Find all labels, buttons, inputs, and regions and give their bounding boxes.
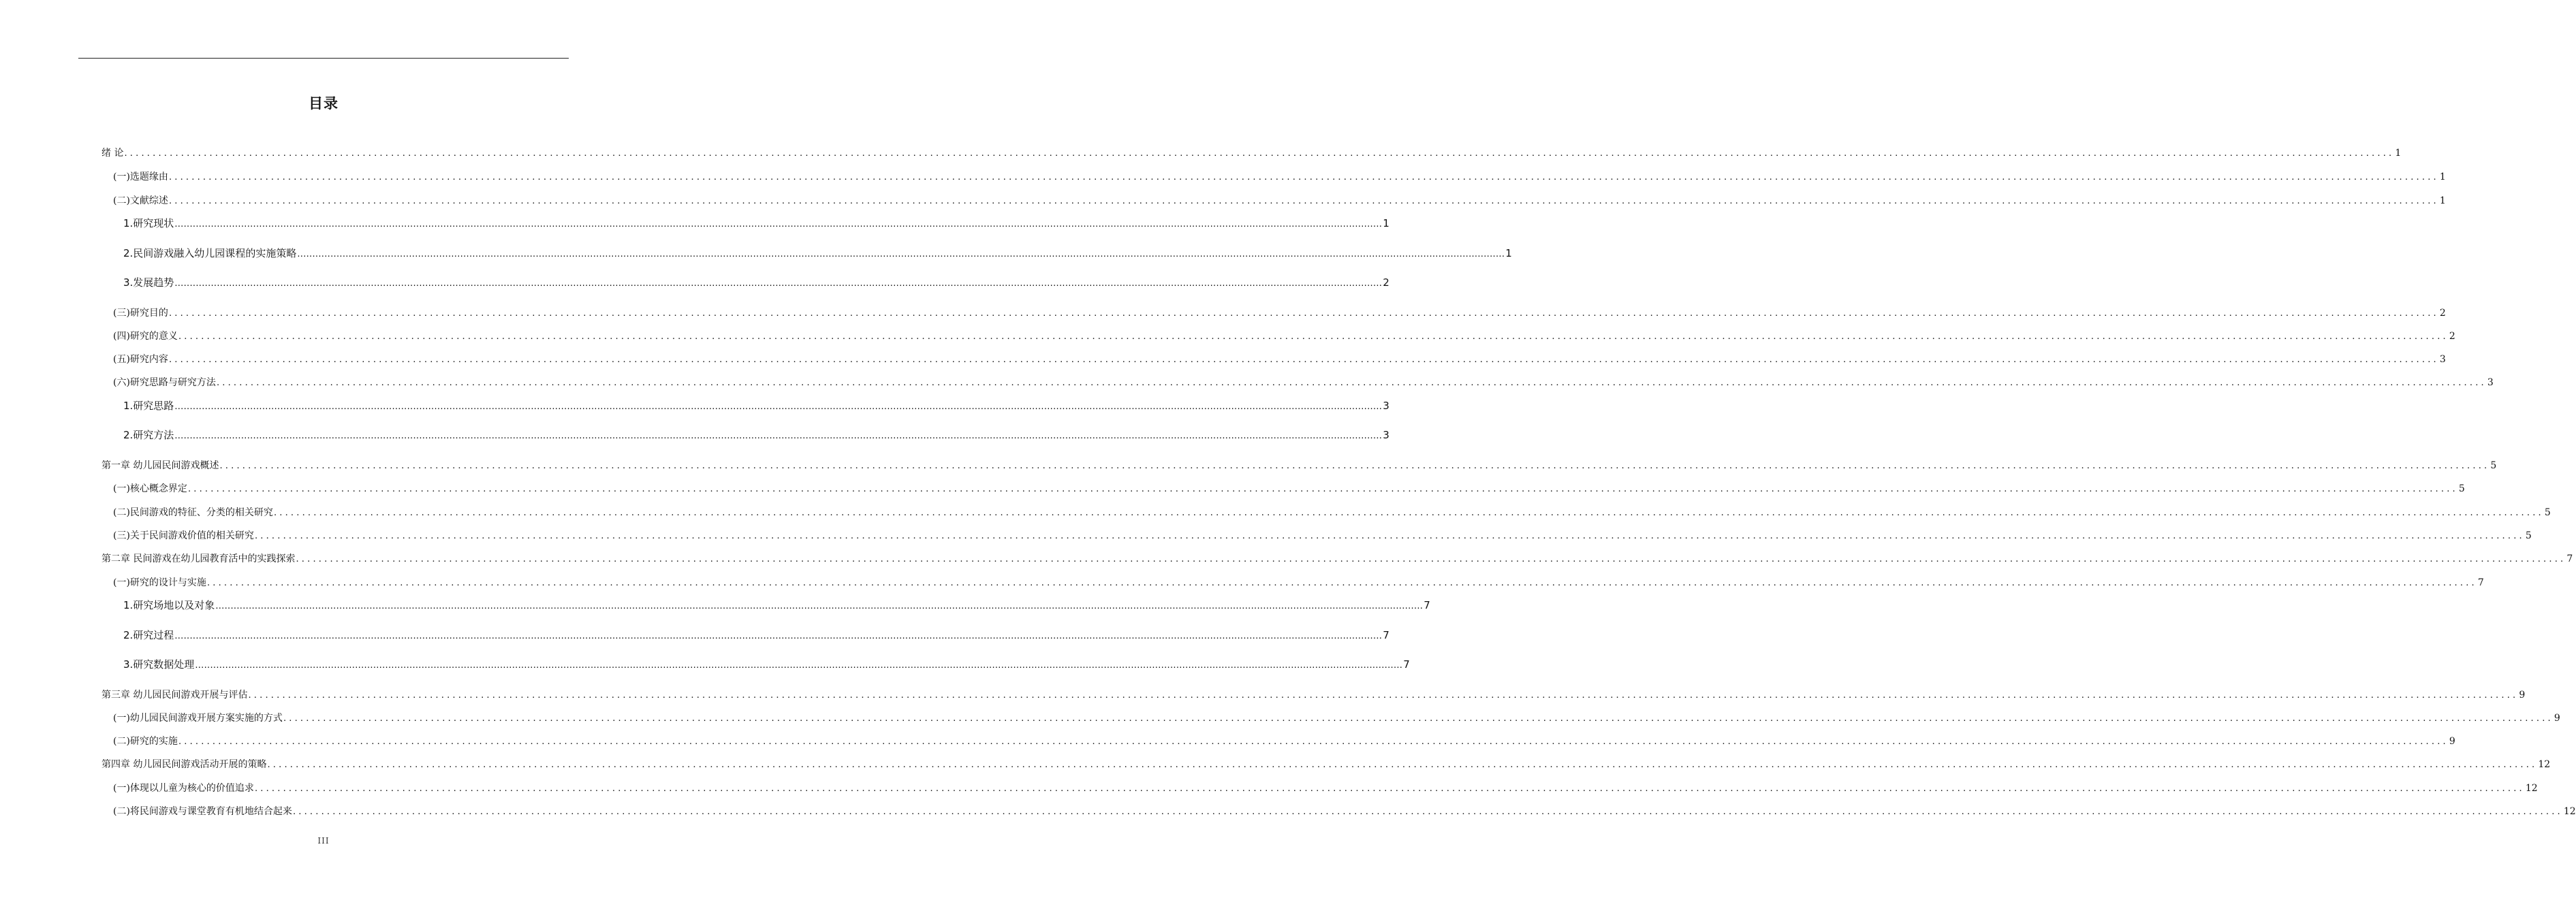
toc-entry[interactable]: [101, 528, 2532, 542]
toc-entry[interactable]: [101, 481, 2465, 495]
toc-entry-title: (五)研究内容: [113, 354, 168, 365]
toc-entry-page: 1: [2439, 172, 2446, 182]
toc-entry[interactable]: [101, 170, 2446, 183]
toc-entry-title: (一)体现以儿童为核心的价值追求: [113, 783, 254, 794]
toc-leader-dots: ................................................................................................................................................................................................................................................................................................................................................................................................................: [292, 807, 2563, 817]
toc-entry-title: (二)文献综述: [113, 195, 168, 206]
toc-entry-page: 5: [2544, 507, 2551, 518]
toc-entry-page: 3: [2487, 377, 2494, 388]
toc-entry[interactable]: [101, 275, 1389, 289]
toc-entry-page: 1: [2395, 148, 2402, 159]
toc-entry-title: 2.民间游戏融入幼儿园课程的实施策略: [123, 247, 297, 259]
toc-entry-page: 9: [2519, 690, 2526, 701]
toc-entry-title: 1.研究思路: [123, 400, 174, 412]
toc-entry-page: 1: [1383, 217, 1389, 229]
toc-entry-title: 第一章 幼儿园民间游戏概述: [101, 460, 219, 471]
toc-entry-page: 5: [2490, 460, 2497, 471]
toc-entry[interactable]: [101, 216, 1389, 230]
toc-leader-dots: ................................................................................................................................................................................................................................................................................................................................................................................................................: [283, 713, 2554, 724]
toc-leader-dots: ................................................................................................................................................................................................................................................................................................................................................................................................................: [273, 508, 2544, 518]
toc-leader-dots: ................................................................................................................................................................................................................................................................................................................................................................................................................: [178, 332, 2449, 342]
toc-entry-title: (二)民间游戏的特征、分类的相关研究: [113, 507, 273, 518]
page-number: III: [317, 836, 330, 846]
toc-leader-dots: ................................................................................................................................................................................................................................................................................................................................................................................................................: [178, 737, 2449, 747]
toc-leader-dots: ................................................................................................................................................................................................................................................................................................................................................................................................................: [267, 760, 2538, 770]
toc-leader-dots: ................................................................................................................................................................................................................................................................................................................................................................................................................: [168, 308, 2439, 319]
toc-entry-title: 第二章 民间游戏在幼儿园教育活中的实践探索: [101, 553, 296, 564]
toc-entry-page: 2: [1383, 276, 1389, 289]
toc-entry[interactable]: [101, 757, 2551, 771]
toc-entry[interactable]: [101, 458, 2497, 472]
toc-entry-title: (二)研究的实施: [113, 736, 178, 747]
toc-entry-title: 绪 论: [101, 148, 124, 159]
toc-entry[interactable]: [101, 551, 2573, 565]
toc-leader-dots: ................................................................................................................................................................................................................................................................................................................................................................................................................: [206, 578, 2477, 588]
toc-entry-page: 7: [1403, 658, 1410, 671]
toc-leader-dots: ................................................................................................................................................................................................................................................................................................................................................................................................................: [219, 461, 2490, 471]
toc-leader-dots: ................................................................................................................................................................................................................................................................................................................................................................................................................: [168, 196, 2439, 206]
toc-entry-page: 12: [2563, 806, 2576, 817]
toc-entry[interactable]: [101, 598, 1430, 612]
toc-entry-title: 3.研究数据处理: [123, 658, 195, 671]
toc-leader-dots: ................................................................................................................................................................................................................................................................................................................................................................................................................: [297, 249, 1505, 259]
toc-entry-page: 9: [2554, 713, 2560, 724]
toc-leader-dots: ................................................................................................................................................................................................................................................................................................................................................................................................................: [216, 378, 2487, 388]
toc-entry[interactable]: [101, 688, 2526, 701]
toc-leader-dots: ................................................................................................................................................................................................................................................................................................................................................................................................................: [174, 219, 1383, 229]
toc-leader-dots: ................................................................................................................................................................................................................................................................................................................................................................................................................: [248, 690, 2519, 701]
toc-entry-page: 2: [2449, 331, 2455, 342]
toc-entry-page: 3: [1383, 429, 1389, 441]
toc-entry[interactable]: [101, 781, 2538, 794]
toc-entry[interactable]: [101, 428, 1389, 442]
toc-entry-page: 1: [1505, 247, 1512, 259]
toc-entry-page: 3: [2439, 354, 2446, 365]
toc-title: 目录: [309, 95, 339, 112]
header-rule: [78, 58, 569, 59]
toc-leader-dots: ................................................................................................................................................................................................................................................................................................................................................................................................................: [187, 484, 2458, 494]
toc-entry-title: 2.研究过程: [123, 629, 174, 641]
toc-entry-page: 7: [2477, 577, 2484, 588]
toc-entry[interactable]: [101, 628, 1389, 642]
toc-entry-page: 2: [2439, 308, 2446, 319]
toc-entry-title: (一)核心概念界定: [113, 483, 187, 494]
toc-entry-page: 12: [2525, 783, 2538, 794]
toc-leader-dots: ................................................................................................................................................................................................................................................................................................................................................................................................................: [254, 531, 2525, 541]
toc-leader-dots: ................................................................................................................................................................................................................................................................................................................................................................................................................: [168, 172, 2439, 182]
toc-entry-page: 9: [2449, 736, 2455, 747]
toc-entry-page: 7: [1383, 629, 1389, 641]
toc-leader-dots: ................................................................................................................................................................................................................................................................................................................................................................................................................: [124, 148, 2395, 159]
toc-entry[interactable]: [101, 734, 2455, 748]
toc-leader-dots: ................................................................................................................................................................................................................................................................................................................................................................................................................: [168, 355, 2439, 365]
toc-leader-dots: ................................................................................................................................................................................................................................................................................................................................................................................................................: [174, 402, 1383, 412]
toc-entry-title: 3.发展趋势: [123, 276, 174, 289]
toc-entry[interactable]: [101, 193, 2446, 207]
toc-leader-dots: ................................................................................................................................................................................................................................................................................................................................................................................................................: [174, 278, 1383, 289]
toc-entry-page: 7: [1424, 599, 1430, 611]
toc-entry-title: (四)研究的意义: [113, 331, 178, 342]
toc-entry-title: (一)幼儿园民间游戏开展方案实施的方式: [113, 713, 283, 724]
toc-entry-title: 2.研究方法: [123, 429, 174, 441]
toc-entry[interactable]: [101, 804, 2576, 818]
toc-entry-title: 1.研究现状: [123, 217, 174, 229]
toc-entry-page: 5: [2525, 530, 2532, 541]
toc-entry[interactable]: [101, 352, 2446, 366]
toc-entry[interactable]: [101, 657, 1410, 671]
toc-entry[interactable]: [101, 246, 1512, 260]
toc-entry-title: (三)关于民间游戏价值的相关研究: [113, 530, 254, 541]
toc-entry-page: 3: [1383, 400, 1389, 412]
toc-entry[interactable]: [101, 505, 2551, 519]
toc-entry[interactable]: [101, 575, 2484, 589]
toc-entry-page: 7: [2566, 553, 2573, 564]
toc-entry-title: 第三章 幼儿园民间游戏开展与评估: [101, 690, 248, 701]
toc-entry-title: 1.研究场地以及对象: [123, 599, 215, 611]
toc-leader-dots: ................................................................................................................................................................................................................................................................................................................................................................................................................: [174, 631, 1383, 641]
toc-entry-page: 1: [2439, 195, 2446, 206]
toc-entry[interactable]: [101, 711, 2560, 724]
toc-entry[interactable]: [101, 146, 2402, 159]
toc-entry[interactable]: [101, 329, 2455, 342]
toc-entry[interactable]: [101, 306, 2446, 319]
toc-entry-page: 12: [2538, 759, 2551, 770]
toc-leader-dots: ................................................................................................................................................................................................................................................................................................................................................................................................................: [195, 660, 1403, 671]
toc-entry-page: 5: [2458, 483, 2465, 494]
toc-entry-title: 第四章 幼儿园民间游戏活动开展的策略: [101, 759, 267, 770]
toc-leader-dots: ................................................................................................................................................................................................................................................................................................................................................................................................................: [174, 431, 1383, 441]
toc-entry-title: (二)将民间游戏与课堂教育有机地结合起来: [113, 806, 292, 817]
toc-leader-dots: ................................................................................................................................................................................................................................................................................................................................................................................................................: [254, 784, 2525, 794]
toc-entry[interactable]: [101, 398, 1389, 413]
toc-entry-title: (一)选题缘由: [113, 172, 168, 182]
toc-entry[interactable]: [101, 375, 2494, 389]
toc-entry-title: (六)研究思路与研究方法: [113, 377, 216, 388]
toc-leader-dots: ................................................................................................................................................................................................................................................................................................................................................................................................................: [296, 554, 2566, 564]
toc-leader-dots: ................................................................................................................................................................................................................................................................................................................................................................................................................: [215, 601, 1424, 611]
toc-entry-title: (三)研究目的: [113, 308, 168, 319]
toc-entry-title: (一)研究的设计与实施: [113, 577, 206, 588]
